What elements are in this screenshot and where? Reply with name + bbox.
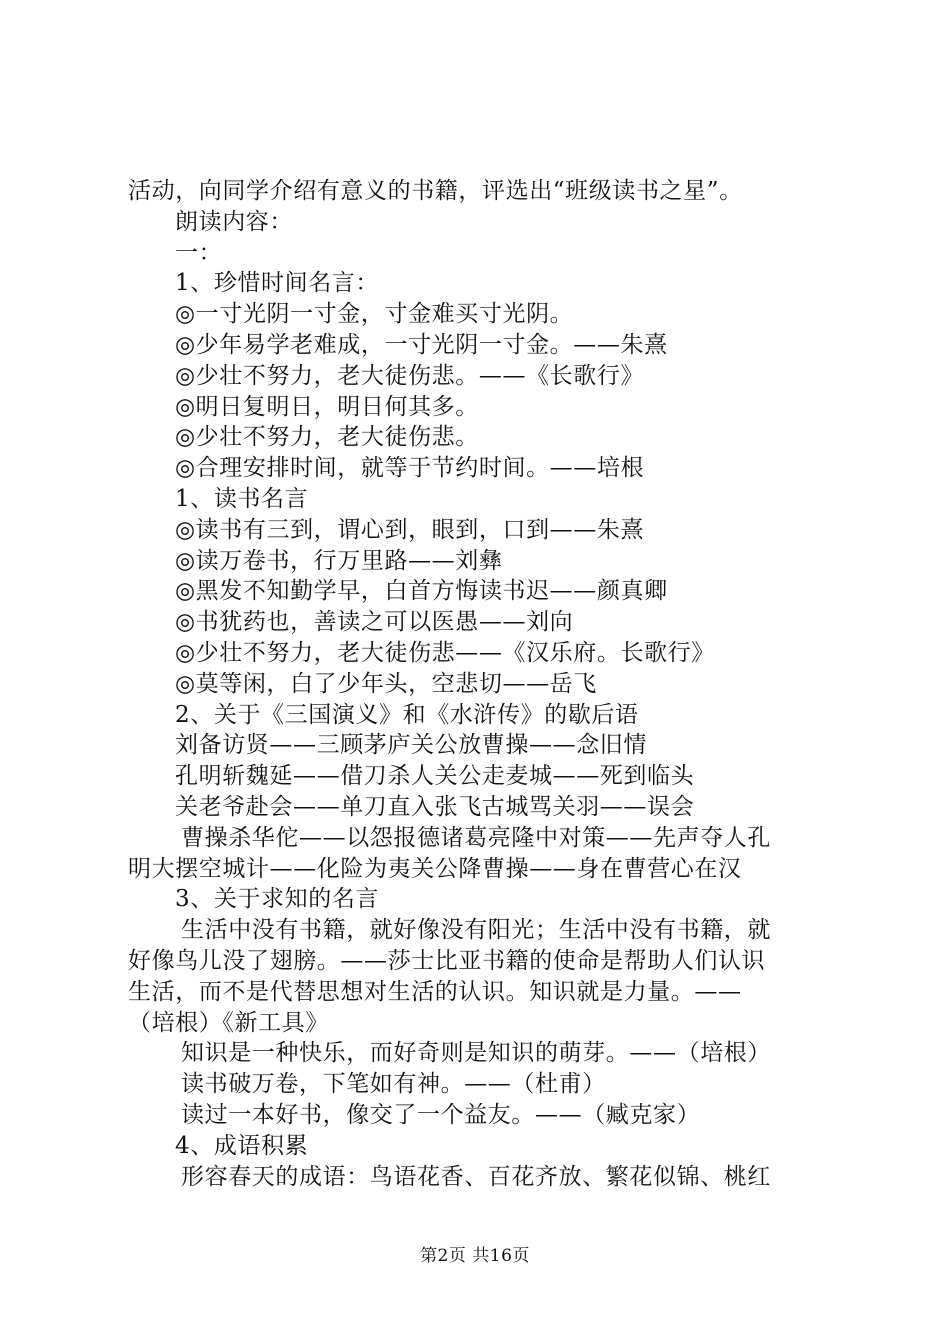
- text-line: （培根）《新工具》: [128, 1009, 329, 1036]
- text-line: 3、关于求知的名言: [175, 886, 380, 913]
- text-line: 4、成语积累: [175, 1132, 309, 1159]
- text-line: 朗读内容：: [175, 208, 293, 235]
- text-line: 曹操杀华佗——以怨报德诸葛亮隆中对策——先声夺人孔: [181, 824, 771, 851]
- text-line: ◎莫等闲，白了少年头，空悲切——岳飞: [175, 670, 597, 697]
- text-line: 知识是一种快乐，而好奇则是知识的萌芽。——（培根）: [181, 1040, 771, 1067]
- page-footer: 第2页 共16页: [420, 1246, 530, 1266]
- text-line: ◎明日复明日，明日何其多。: [175, 393, 479, 420]
- text-line: ◎一寸光阴一寸金，寸金难买寸光阴。: [175, 301, 574, 328]
- text-line: 明大摆空城计——化险为夷关公降曹操——身在曹营心在汉: [128, 855, 742, 882]
- text-line: ◎黑发不知勤学早，白首方悔读书迟——颜真卿: [175, 578, 668, 605]
- text-line: ◎读万卷书，行万里路——刘彝: [175, 547, 503, 574]
- text-line: ◎少壮不努力，老大徒伤悲。——《长歌行》: [175, 362, 645, 389]
- text-line: 1、珍惜时间名言：: [175, 270, 380, 297]
- text-line: ◎合理安排时间，就等于节约时间。——培根: [175, 455, 645, 482]
- text-line: 形容春天的成语：鸟语花香、百花齐放、繁花似锦、桃红: [181, 1163, 771, 1190]
- text-line: 孔明斩魏延——借刀杀人关公走麦城——死到临头: [175, 763, 695, 790]
- text-line: ◎少壮不努力，老大徒伤悲。: [175, 424, 479, 451]
- text-line: ◎书犹药也，善读之可以医愚——刘向: [175, 609, 574, 636]
- text-line: 好像鸟儿没了翅膀。——莎士比亚书籍的使命是帮助人们认识: [128, 947, 766, 974]
- text-line: ◎读书有三到，谓心到，眼到，口到——朱熹: [175, 516, 645, 543]
- text-line: 读过一本好书，像交了一个益友。——（臧克家）: [181, 1101, 701, 1128]
- text-line: 关老爷赴会——单刀直入张飞古城骂关羽——误会: [175, 793, 695, 820]
- text-line: 生活，而不是代替思想对生活的认识。知识就是力量。——: [128, 978, 742, 1005]
- document-body: [128, 176, 840, 1192]
- text-line: ◎少壮不努力，老大徒伤悲——《汉乐府。长歌行》: [175, 639, 715, 666]
- text-line: 1、读书名言: [175, 485, 309, 512]
- text-line: 读书破万卷，下笔如有神。——（杜甫）: [181, 1071, 606, 1098]
- text-line: 活动，向同学介绍有意义的书籍，评选出“班级读书之星”。: [128, 178, 743, 204]
- text-line: 2、关于《三国演义》和《水浒传》的歇后语: [175, 701, 639, 728]
- text-line: ◎少年易学老难成，一寸光阴一寸金。——朱熹: [175, 331, 668, 358]
- text-line: 一：: [175, 239, 223, 266]
- text-line: 生活中没有书籍，就好像没有阳光；生活中没有书籍，就: [181, 917, 771, 944]
- text-line: 刘备访贤——三顾茅庐关公放曹操——念旧情: [175, 732, 647, 759]
